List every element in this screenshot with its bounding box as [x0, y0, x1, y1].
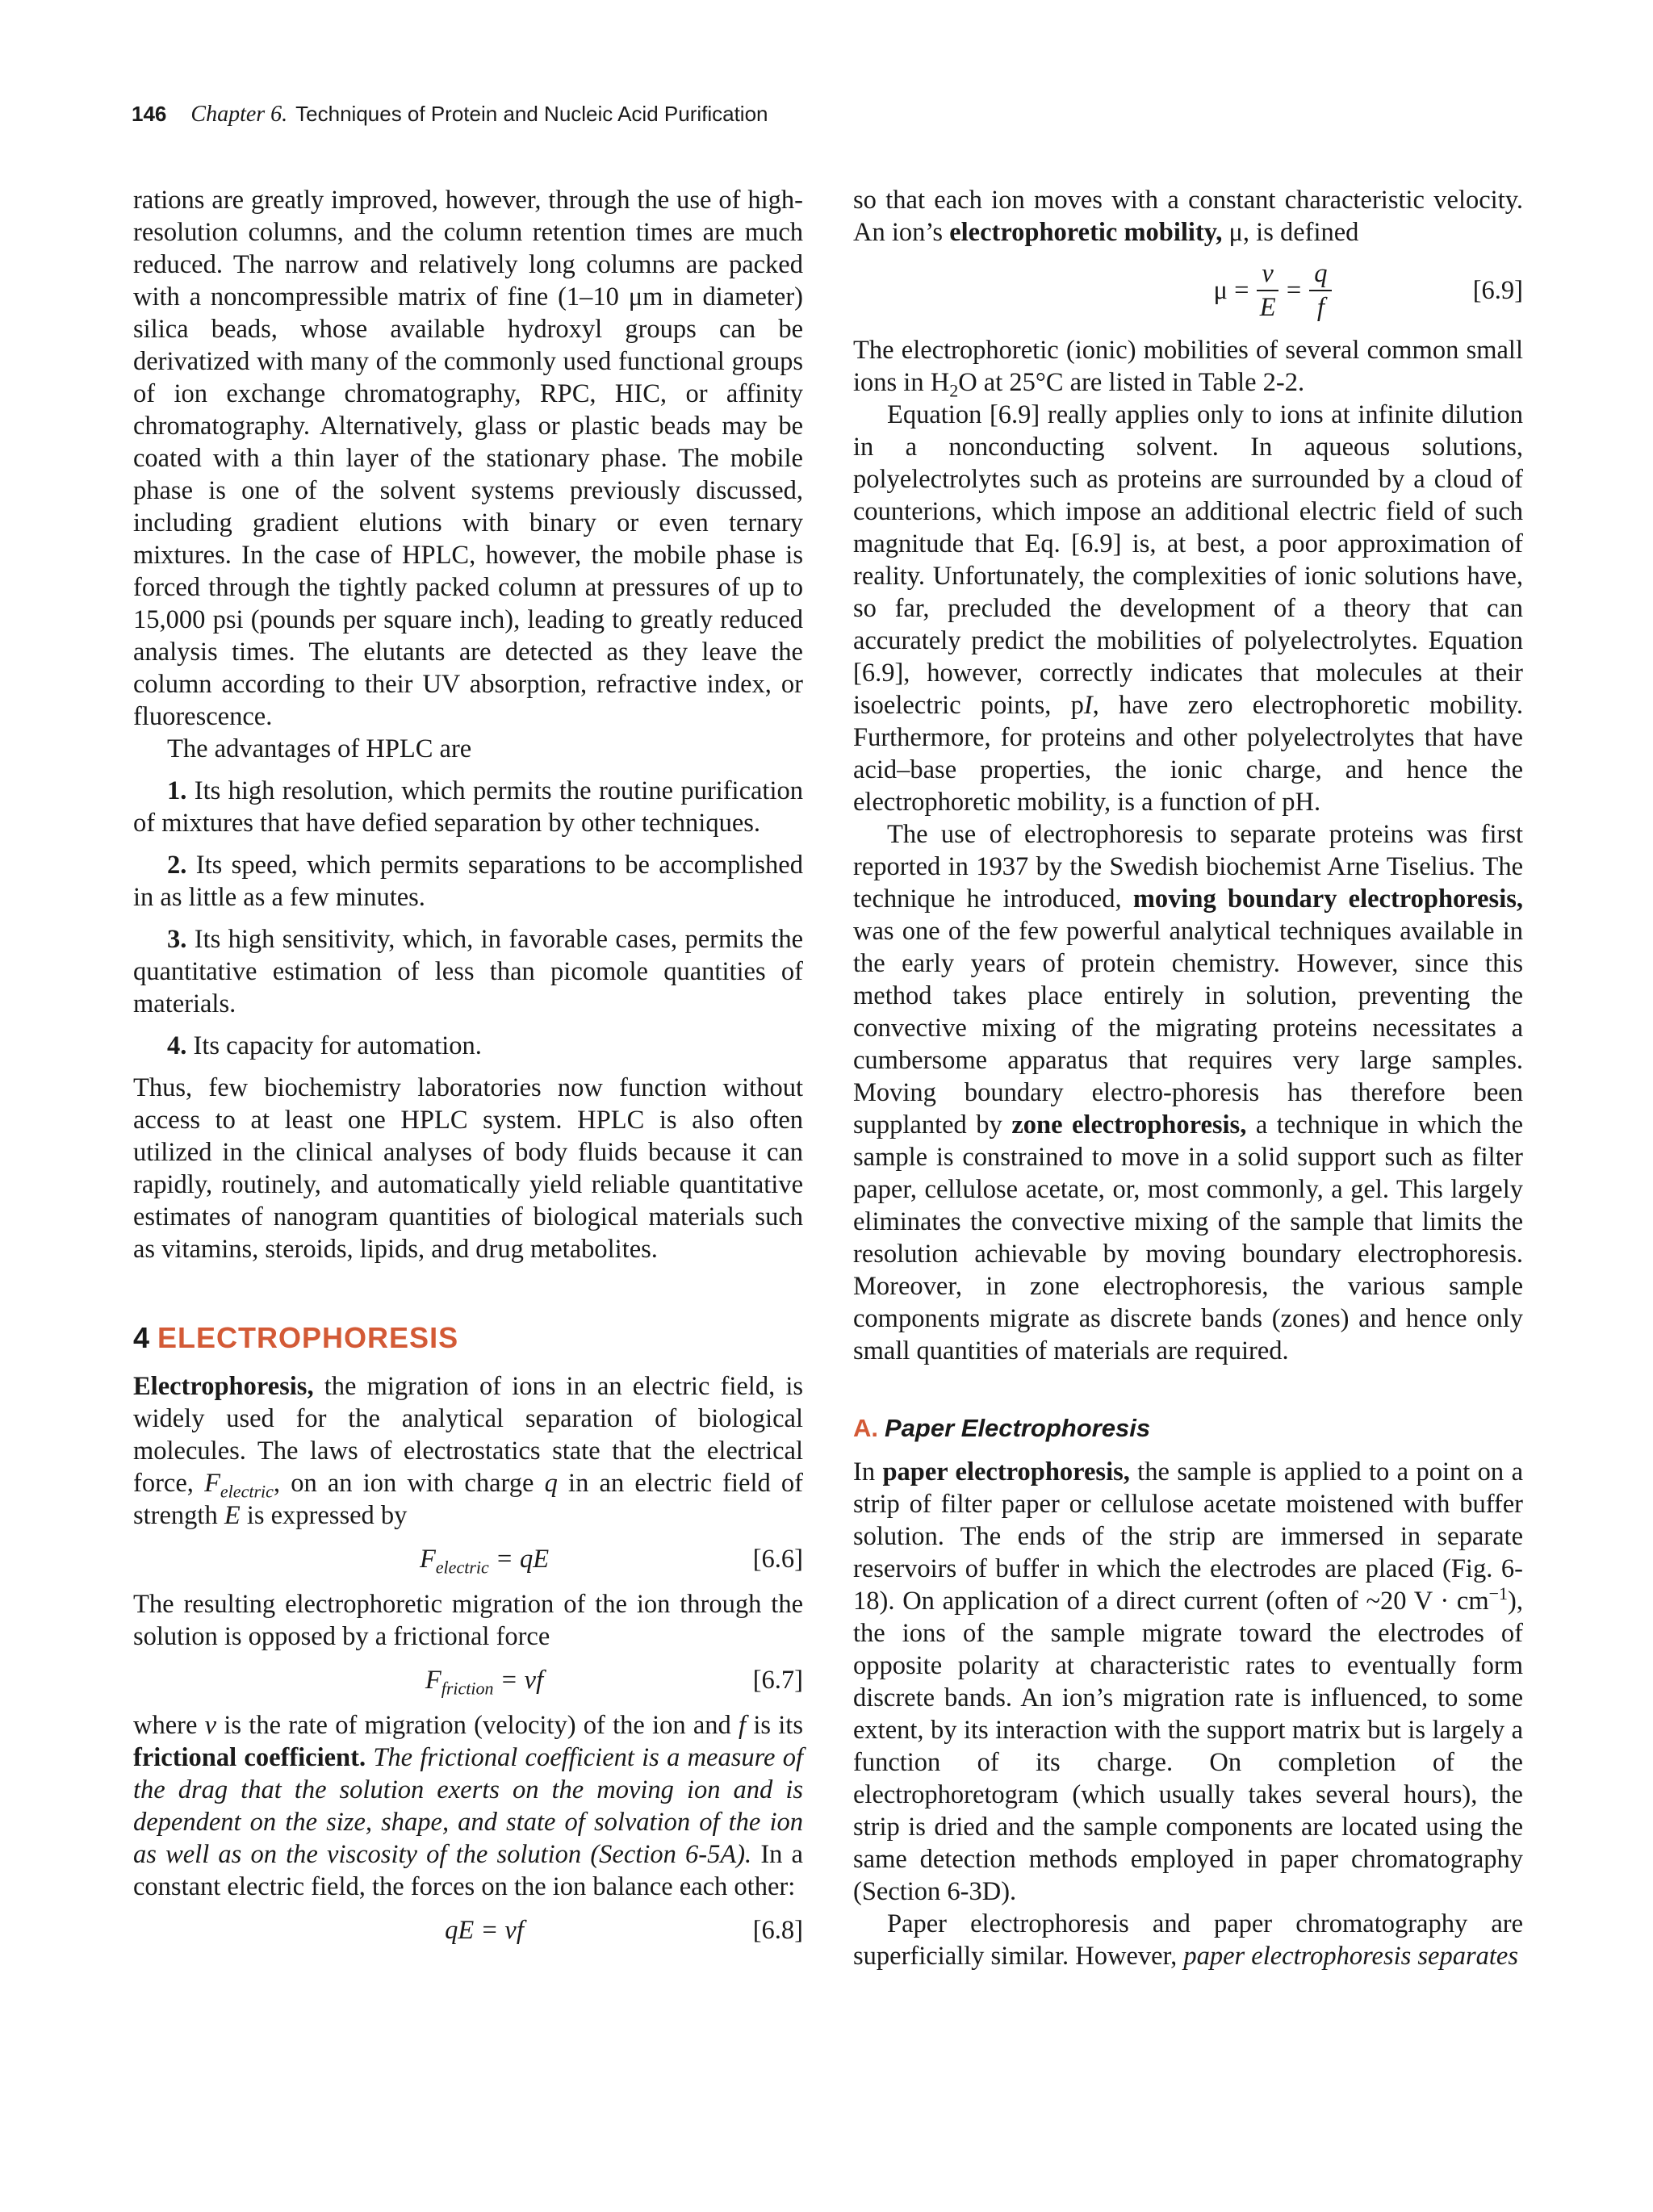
- equation-6-9: μ = $\frac{v}{E}$ = $\frac{q}{f}$ [6.9]: [1213, 259, 1523, 322]
- list-item-2: 2. Its speed, which permits separations to be accomplished in as little as a few minutes.: [133, 851, 803, 912]
- page-number: 146: [132, 102, 167, 126]
- paragraph-hplc-usage: Thus, few biochemistry laboratories now function without access to at least one HPLC system. HPLC is also often utilized in the clinical analyses of body fluids because it can rapidly, routinely, and automatically yield reliable quantitative estimates of nanogram quantities of biological materials such as vitamins, steroids, lipids, and drug metabolites.: [133, 1073, 803, 1264]
- paragraph-ionic-mobilities: The electrophoretic (ionic) mobilities of several common small ions in $H_2O$ at 25°C are listed in Table 2-2.: [853, 336, 1523, 401]
- section-number: 4: [133, 1321, 150, 1354]
- equation-6-8: qE = vf [6.8]: [445, 1916, 803, 1945]
- paragraph-paper-electrophoresis: In paper electrophoresis, the sample is applied to a point on a strip of filter paper or cellulose acetate moistened with buffer solution. The ends of the strip are immersed in separate reservoirs of buffer in which the electrodes are placed (Fig. 6-18). On application of a direct current (often of ~20 $V \cdot cm^{-1}$), the ions of the sample migrate toward the electrodes of opposite polarity at characteristic rates to eventually form discrete bands. An ion’s migration rate is influenced, to some extent, by its interaction with the support matrix but is largely a function of its charge. On completion of the electrophoretogram (which usually takes several hours), the strip is dried and the sample components are located using the same detection methods employed in paper chromatography (Section 6-3D).: [853, 1457, 1523, 1906]
- equation-number: [6.9]: [1472, 276, 1523, 305]
- right-column: [853, 184, 1523, 1972]
- chapter-label: Chapter 6.: [190, 102, 288, 127]
- list-item-3: 3. Its high sensitivity, which, in favorable cases, permits the quantitative estimation of less than picomole quantities of materials.: [133, 925, 804, 1018]
- chapter-title: Techniques of Protein and Nucleic Acid Purification: [295, 102, 768, 126]
- left-column: [133, 184, 803, 1959]
- subsection-heading: [853, 1412, 1523, 1445]
- running-header: [132, 100, 768, 128]
- equation-number: [6.8]: [752, 1916, 803, 1945]
- section-title: ELECTROPHORESIS: [157, 1321, 459, 1354]
- equation-6-6: $F_{electric}$ = qE [6.6]: [419, 1545, 803, 1578]
- paragraph-mobility-def: so that each ion moves with a constant characteristic velocity. An ion’s electrophoretic mobility, μ, is defined: [853, 186, 1523, 247]
- paragraph-advantages-intro: The advantages of HPLC are: [167, 734, 472, 763]
- section-heading: [133, 1320, 803, 1356]
- list-item-4: 4. Its capacity for automation.: [167, 1031, 482, 1060]
- equation-number: [6.6]: [752, 1545, 803, 1574]
- subsection-title: Paper Electrophoresis: [885, 1414, 1151, 1442]
- paragraph-frictional-force: The resulting electrophoretic migration of the ion through the solution is opposed by a frictional force: [133, 1590, 803, 1651]
- subsection-number: A.: [853, 1414, 878, 1442]
- paragraph-tiselius: The use of electrophoresis to separate proteins was first reported in 1937 by the Swedish biochemist Arne Tiselius. The technique he introduced, moving boundary electrophoresis, was one of the few powerful analytical techniques available in the early years of protein chemistry. However, since this method takes place entirely in solution, preventing the convective mixing of the migrating proteins necessitates a cumbersome apparatus that requires very large samples. Moving boundary electro-phoresis has therefore been supplanted by zone electrophoresis, a technique in which the sample is constrained to move in a solid support such as filter paper, cellulose acetate, or, most commonly, a gel. This largely eliminates the convective mixing of the sample that limits the resolution achievable by moving boundary electrophoresis. Moreover, in zone electrophoresis, the various sample components migrate as discrete bands (zones) and hence only small quantities of materials are required.: [853, 820, 1523, 1365]
- paragraph-electrophoresis-intro: Electrophoresis, the migration of ions in an electric field, is widely used for the analytical separation of biological molecules. The laws of electrostatics state that the electrical force, $F_{electric}$, on an ion with charge q in an electric field of strength E is expressed by: [133, 1372, 803, 1530]
- equation-number: [6.7]: [752, 1666, 803, 1695]
- equation-6-7: $F_{friction}$ = vf [6.7]: [425, 1666, 803, 1699]
- list-item-1: 1. Its high resolution, which permits the routine purification of mixtures that have defied separation by other techniques.: [133, 776, 803, 838]
- paragraph-comparison: Paper electrophoresis and paper chromatography are superficially similar. However, paper electrophoresis separates: [853, 1909, 1523, 1971]
- paragraph-frictional-coefficient: where v is the rate of migration (velocity) of the ion and f is its frictional coefficient. The frictional coefficient is a measure of the drag that the solution exerts on the moving ion and is dependent on the size, shape, and state of solvation of the ion as well as on the viscosity of the solution (Section 6-5A). In a constant electric field, the forces on the ion balance each other:: [133, 1711, 804, 1901]
- paragraph-equation-limits: Equation [6.9] really applies only to ions at infinite dilution in a nonconducting solvent. In aqueous solutions, polyelectrolytes such as proteins are surrounded by a cloud of counterions, which impose an additional electric field of such magnitude that Eq. [6.9] is, at best, a poor approximation of reality. Unfortunately, the complexities of ionic solutions have, so far, precluded the development of a theory that can accurately predict the mobilities of polyelectrolytes. Equation [6.9], however, correctly indicates that molecules at their isoelectric points, pI, have zero electrophoretic mobility. Furthermore, for proteins and other polyelectrolytes that have acid–base properties, the ionic charge, and hence the electrophoretic mobility, is a function of pH.: [853, 400, 1524, 817]
- paragraph-hplc-continued: rations are greatly improved, however, through the use of high-resolution columns, and the column retention times are much reduced. The narrow and relatively long columns are packed with a noncompressible matrix of fine (1–10 μm in diameter) silica beads, whose available hydroxyl groups can be derivatized with many of the commonly used functional groups of ion exchange chromatography, RPC, HIC, or affinity chromatography. Alternatively, glass or plastic beads may be coated with a thin layer of the stationary phase. The mobile phase is one of the solvent systems previously discussed, including gradient elutions with binary or even ternary mixtures. In the case of HPLC, however, the mobile phase is forced through the tightly packed column at pressures of up to 15,000 psi (pounds per square inch), leading to greatly reduced analysis times. The elutants are detected as they leave the column according to their UV absorption, refractive index, or fluorescence.: [133, 186, 803, 731]
